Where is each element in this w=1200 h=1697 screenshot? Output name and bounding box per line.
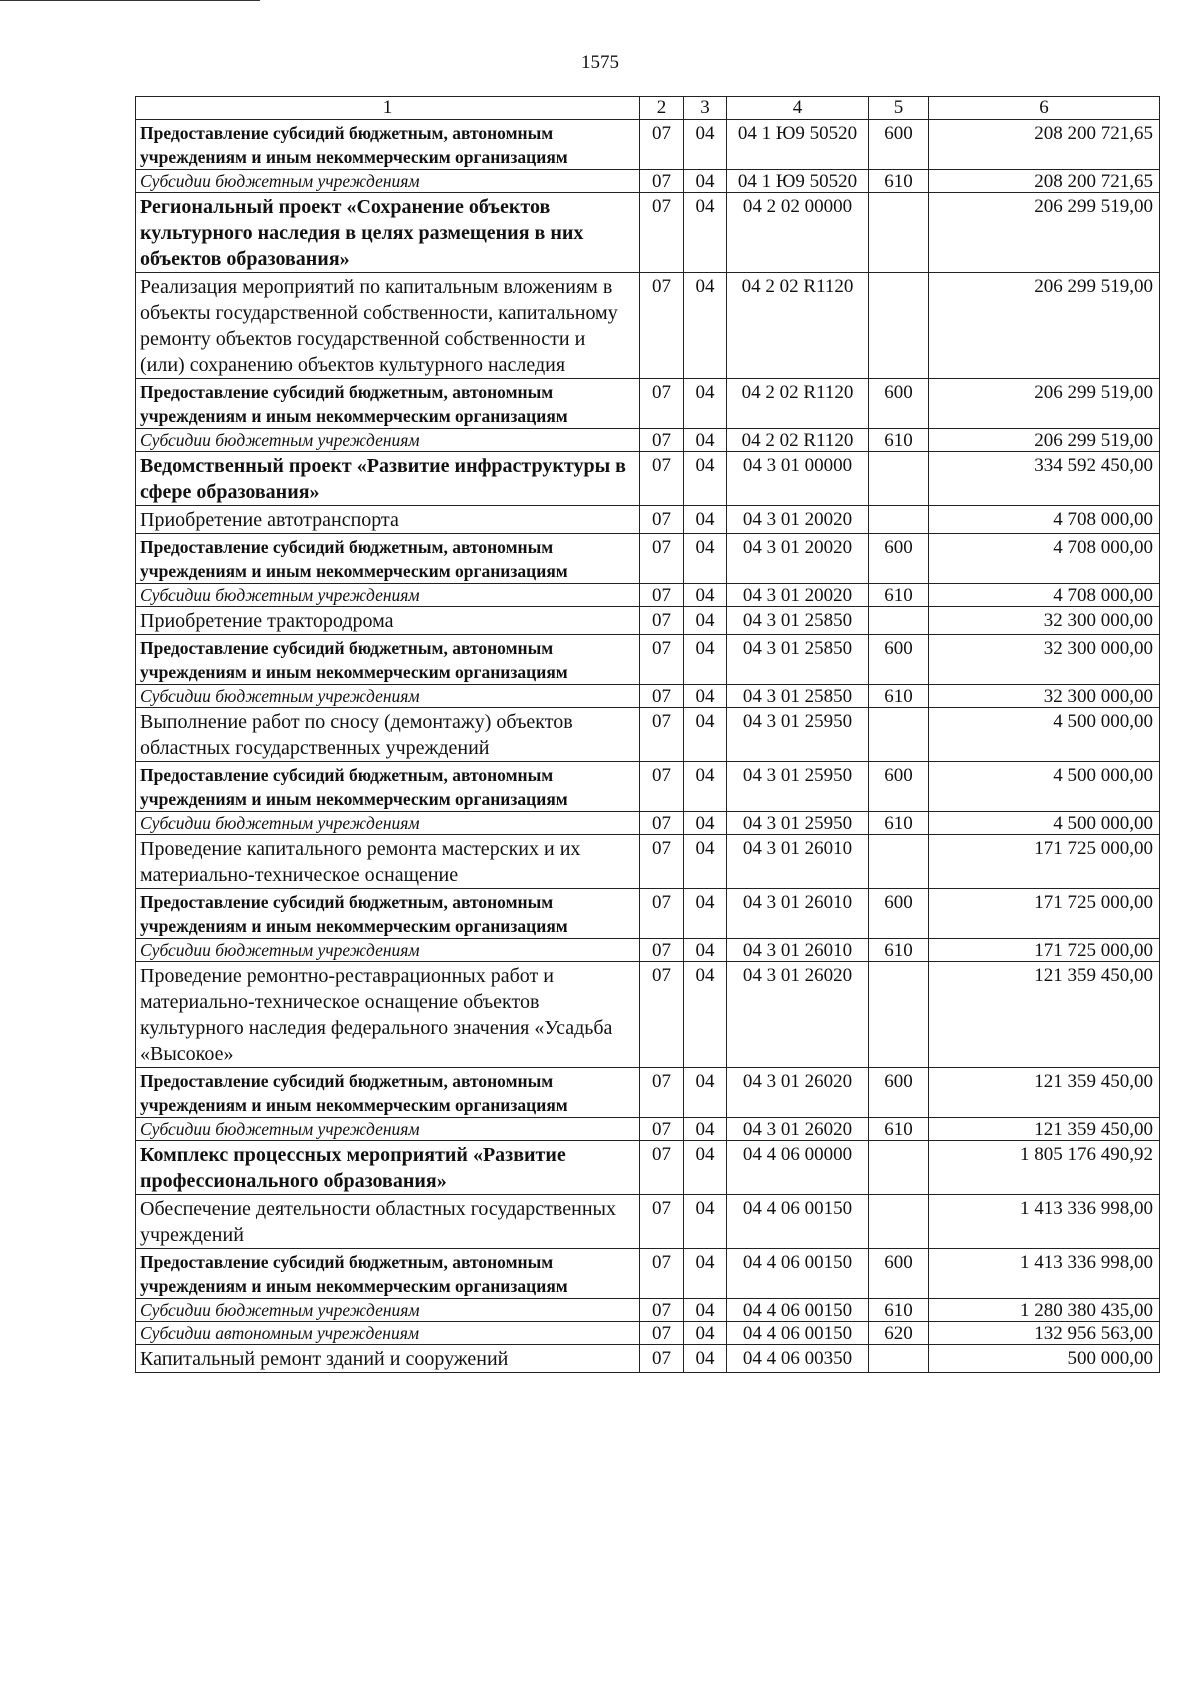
cell-name: Предоставление субсидий бюджетным, автономным учреждениям и иным некоммерческим организациям bbox=[136, 889, 640, 939]
table-row bbox=[136, 635, 1160, 685]
cell-amount: 500 000,00 bbox=[929, 1345, 1160, 1373]
cell-expense-type: 600 bbox=[869, 1068, 929, 1118]
cell-name: Ведомственный проект «Развитие инфраструктуры в сфере образования» bbox=[136, 452, 640, 506]
cell-code: 04 3 01 25950 bbox=[727, 762, 869, 812]
cell-amount: 4 708 000,00 bbox=[929, 534, 1160, 584]
cell-section: 07 bbox=[640, 1118, 684, 1141]
cell-section: 07 bbox=[640, 889, 684, 939]
cell-name: Предоставление субсидий бюджетным, автономным учреждениям и иным некоммерческим организациям bbox=[136, 379, 640, 429]
cell-name: Предоставление субсидий бюджетным, автономным учреждениям и иным некоммерческим организациям bbox=[136, 1068, 640, 1118]
cell-expense-type: 600 bbox=[869, 379, 929, 429]
table-row bbox=[136, 584, 1160, 607]
cell-section: 07 bbox=[640, 812, 684, 835]
cell-name: Предоставление субсидий бюджетным, автономным учреждениям и иным некоммерческим организациям bbox=[136, 120, 640, 170]
cell-amount: 4 708 000,00 bbox=[929, 506, 1160, 534]
cell-subsection: 04 bbox=[684, 1195, 727, 1249]
cell-expense-type bbox=[869, 607, 929, 635]
table-row bbox=[136, 120, 1160, 170]
cell-name: Обеспечение деятельности областных государственных учреждений bbox=[136, 1195, 640, 1249]
cell-subsection: 04 bbox=[684, 1118, 727, 1141]
cell-name: Капитальный ремонт зданий и сооружений bbox=[136, 1345, 640, 1373]
cell-expense-type bbox=[869, 835, 929, 889]
cell-section: 07 bbox=[640, 534, 684, 584]
cell-subsection: 04 bbox=[684, 506, 727, 534]
cell-expense-type: 610 bbox=[869, 812, 929, 835]
cell-amount: 171 725 000,00 bbox=[929, 889, 1160, 939]
cell-amount: 32 300 000,00 bbox=[929, 685, 1160, 708]
cell-code: 04 3 01 26010 bbox=[727, 889, 869, 939]
cell-name: Субсидии бюджетным учреждениям bbox=[136, 429, 640, 452]
header-cell-code: 4 bbox=[727, 97, 869, 120]
cell-expense-type bbox=[869, 273, 929, 379]
cell-expense-type: 600 bbox=[869, 889, 929, 939]
cell-amount: 121 359 450,00 bbox=[929, 962, 1160, 1068]
cell-code: 04 3 01 20020 bbox=[727, 584, 869, 607]
table-row bbox=[136, 1118, 1160, 1141]
cell-name: Субсидии автономным учреждениям bbox=[136, 1322, 640, 1345]
table-row bbox=[136, 607, 1160, 635]
header-cell-amount: 6 bbox=[929, 97, 1160, 120]
cell-code: 04 1 Ю9 50520 bbox=[727, 170, 869, 193]
cell-code: 04 4 06 00150 bbox=[727, 1195, 869, 1249]
header-cell-expense-type: 5 bbox=[869, 97, 929, 120]
cell-section: 07 bbox=[640, 584, 684, 607]
cell-expense-type: 620 bbox=[869, 1322, 929, 1345]
cell-subsection: 04 bbox=[684, 170, 727, 193]
cell-subsection: 04 bbox=[684, 273, 727, 379]
cell-section: 07 bbox=[640, 607, 684, 635]
cell-amount: 32 300 000,00 bbox=[929, 635, 1160, 685]
cell-name: Проведение капитального ремонта мастерских и их материально-техническое оснащение bbox=[136, 835, 640, 889]
cell-name: Субсидии бюджетным учреждениям bbox=[136, 685, 640, 708]
cell-code: 04 2 02 R1120 bbox=[727, 429, 869, 452]
cell-code: 04 1 Ю9 50520 bbox=[727, 120, 869, 170]
cell-section: 07 bbox=[640, 762, 684, 812]
cell-subsection: 04 bbox=[684, 812, 727, 835]
cell-name: Приобретение автотранспорта bbox=[136, 506, 640, 534]
cell-section: 07 bbox=[640, 1299, 684, 1322]
header-cell-section: 2 bbox=[640, 97, 684, 120]
cell-name: Предоставление субсидий бюджетным, автономным учреждениям и иным некоммерческим организациям bbox=[136, 1249, 640, 1299]
cell-amount: 1 280 380 435,00 bbox=[929, 1299, 1160, 1322]
cell-expense-type: 600 bbox=[869, 1249, 929, 1299]
table-row bbox=[136, 1322, 1160, 1345]
cell-name: Субсидии бюджетным учреждениям bbox=[136, 939, 640, 962]
cell-amount: 208 200 721,65 bbox=[929, 170, 1160, 193]
cell-subsection: 04 bbox=[684, 1068, 727, 1118]
cell-name: Реализация мероприятий по капитальным вложениям в объекты государственной собственности, капитальному ремонту объектов государственной собственности и (или) сохранению объектов культурного наследия bbox=[136, 273, 640, 379]
cell-section: 07 bbox=[640, 1068, 684, 1118]
cell-name: Субсидии бюджетным учреждениям bbox=[136, 584, 640, 607]
cell-expense-type: 600 bbox=[869, 635, 929, 685]
cell-amount: 4 500 000,00 bbox=[929, 708, 1160, 762]
cell-code: 04 3 01 25850 bbox=[727, 607, 869, 635]
cell-name: Субсидии бюджетным учреждениям bbox=[136, 812, 640, 835]
table-row bbox=[136, 1195, 1160, 1249]
header-cell-subsection: 3 bbox=[684, 97, 727, 120]
cell-section: 07 bbox=[640, 1195, 684, 1249]
cell-section: 07 bbox=[640, 452, 684, 506]
cell-amount: 132 956 563,00 bbox=[929, 1322, 1160, 1345]
cell-subsection: 04 bbox=[684, 939, 727, 962]
table-row bbox=[136, 170, 1160, 193]
cell-section: 07 bbox=[640, 379, 684, 429]
cell-subsection: 04 bbox=[684, 379, 727, 429]
table-body bbox=[136, 120, 1160, 1373]
cell-expense-type: 610 bbox=[869, 429, 929, 452]
cell-code: 04 3 01 25850 bbox=[727, 635, 869, 685]
cell-expense-type bbox=[869, 1141, 929, 1195]
table-row bbox=[136, 762, 1160, 812]
cell-section: 07 bbox=[640, 273, 684, 379]
cell-code: 04 3 01 20020 bbox=[727, 534, 869, 584]
cell-name: Субсидии бюджетным учреждениям bbox=[136, 170, 640, 193]
cell-subsection: 04 bbox=[684, 835, 727, 889]
cell-amount: 1 413 336 998,00 bbox=[929, 1249, 1160, 1299]
cell-expense-type bbox=[869, 506, 929, 534]
cell-section: 07 bbox=[640, 170, 684, 193]
cell-amount: 171 725 000,00 bbox=[929, 939, 1160, 962]
cell-section: 07 bbox=[640, 939, 684, 962]
budget-table bbox=[135, 96, 1160, 1373]
cell-subsection: 04 bbox=[684, 120, 727, 170]
cell-subsection: 04 bbox=[684, 708, 727, 762]
cell-code: 04 4 06 00150 bbox=[727, 1249, 869, 1299]
cell-expense-type bbox=[869, 452, 929, 506]
cell-section: 07 bbox=[640, 685, 684, 708]
table-row bbox=[136, 1299, 1160, 1322]
cell-amount: 1 805 176 490,92 bbox=[929, 1141, 1160, 1195]
table-row bbox=[136, 452, 1160, 506]
cell-name: Субсидии бюджетным учреждениям bbox=[136, 1299, 640, 1322]
cell-amount: 4 500 000,00 bbox=[929, 762, 1160, 812]
cell-expense-type bbox=[869, 193, 929, 273]
cell-section: 07 bbox=[640, 962, 684, 1068]
table-row bbox=[136, 939, 1160, 962]
cell-subsection: 04 bbox=[684, 534, 727, 584]
cell-expense-type: 610 bbox=[869, 584, 929, 607]
table-row bbox=[136, 506, 1160, 534]
table-row bbox=[136, 685, 1160, 708]
cell-subsection: 04 bbox=[684, 962, 727, 1068]
cell-subsection: 04 bbox=[684, 1345, 727, 1373]
cell-name: Субсидии бюджетным учреждениям bbox=[136, 1118, 640, 1141]
cell-code: 04 3 01 26020 bbox=[727, 1068, 869, 1118]
cell-amount: 4 500 000,00 bbox=[929, 812, 1160, 835]
cell-amount: 32 300 000,00 bbox=[929, 607, 1160, 635]
cell-subsection: 04 bbox=[684, 889, 727, 939]
cell-section: 07 bbox=[640, 120, 684, 170]
cell-expense-type: 610 bbox=[869, 685, 929, 708]
cell-code: 04 2 02 00000 bbox=[727, 193, 869, 273]
cell-section: 07 bbox=[640, 708, 684, 762]
cell-name: Выполнение работ по сносу (демонтажу) объектов областных государственных учреждений bbox=[136, 708, 640, 762]
cell-amount: 1 413 336 998,00 bbox=[929, 1195, 1160, 1249]
cell-name: Комплекс процессных мероприятий «Развитие профессионального образования» bbox=[136, 1141, 640, 1195]
cell-code: 04 4 06 00150 bbox=[727, 1322, 869, 1345]
cell-amount: 4 708 000,00 bbox=[929, 584, 1160, 607]
cell-expense-type: 600 bbox=[869, 762, 929, 812]
table-row bbox=[136, 534, 1160, 584]
cell-code: 04 3 01 26010 bbox=[727, 835, 869, 889]
cell-section: 07 bbox=[640, 835, 684, 889]
cell-code: 04 3 01 20020 bbox=[727, 506, 869, 534]
cell-amount: 206 299 519,00 bbox=[929, 273, 1160, 379]
cell-name: Проведение ремонтно-реставрационных работ и материально-техническое оснащение объектов культурного наследия федерального значения «Усадьба «Высокое» bbox=[136, 962, 640, 1068]
cell-section: 07 bbox=[640, 193, 684, 273]
cell-subsection: 04 bbox=[684, 1141, 727, 1195]
cell-code: 04 3 01 26020 bbox=[727, 1118, 869, 1141]
cell-subsection: 04 bbox=[684, 762, 727, 812]
cell-subsection: 04 bbox=[684, 584, 727, 607]
cell-name: Предоставление субсидий бюджетным, автономным учреждениям и иным некоммерческим организациям bbox=[136, 534, 640, 584]
cell-amount: 121 359 450,00 bbox=[929, 1068, 1160, 1118]
cell-expense-type bbox=[869, 1345, 929, 1373]
cell-code: 04 2 02 R1120 bbox=[727, 273, 869, 379]
cell-name: Приобретение трактородрома bbox=[136, 607, 640, 635]
cell-amount: 121 359 450,00 bbox=[929, 1118, 1160, 1141]
table-row bbox=[136, 708, 1160, 762]
cell-amount: 334 592 450,00 bbox=[929, 452, 1160, 506]
cell-code: 04 3 01 26010 bbox=[727, 939, 869, 962]
cell-expense-type bbox=[869, 708, 929, 762]
cell-amount: 206 299 519,00 bbox=[929, 429, 1160, 452]
cell-code: 04 3 01 26020 bbox=[727, 962, 869, 1068]
cell-subsection: 04 bbox=[684, 429, 727, 452]
cell-code: 04 3 01 25950 bbox=[727, 708, 869, 762]
table-row bbox=[136, 1068, 1160, 1118]
cell-code: 04 2 02 R1120 bbox=[727, 379, 869, 429]
cell-section: 07 bbox=[640, 1345, 684, 1373]
top-rule bbox=[0, 0, 260, 1]
table-row bbox=[136, 812, 1160, 835]
cell-subsection: 04 bbox=[684, 193, 727, 273]
cell-expense-type: 600 bbox=[869, 534, 929, 584]
cell-section: 07 bbox=[640, 1322, 684, 1345]
table-row bbox=[136, 429, 1160, 452]
table-row bbox=[136, 273, 1160, 379]
cell-expense-type: 610 bbox=[869, 939, 929, 962]
cell-subsection: 04 bbox=[684, 635, 727, 685]
cell-expense-type bbox=[869, 962, 929, 1068]
cell-code: 04 3 01 25950 bbox=[727, 812, 869, 835]
cell-section: 07 bbox=[640, 635, 684, 685]
cell-section: 07 bbox=[640, 429, 684, 452]
cell-expense-type: 600 bbox=[869, 120, 929, 170]
cell-subsection: 04 bbox=[684, 1322, 727, 1345]
cell-subsection: 04 bbox=[684, 1249, 727, 1299]
cell-amount: 171 725 000,00 bbox=[929, 835, 1160, 889]
header-row bbox=[136, 97, 1160, 120]
cell-subsection: 04 bbox=[684, 1299, 727, 1322]
table-row bbox=[136, 962, 1160, 1068]
cell-amount: 206 299 519,00 bbox=[929, 379, 1160, 429]
table-row bbox=[136, 1345, 1160, 1373]
cell-expense-type bbox=[869, 1195, 929, 1249]
cell-code: 04 3 01 25850 bbox=[727, 685, 869, 708]
cell-subsection: 04 bbox=[684, 452, 727, 506]
header-cell-name: 1 bbox=[136, 97, 640, 120]
cell-subsection: 04 bbox=[684, 685, 727, 708]
cell-expense-type: 610 bbox=[869, 170, 929, 193]
cell-code: 04 4 06 00150 bbox=[727, 1299, 869, 1322]
cell-code: 04 4 06 00000 bbox=[727, 1141, 869, 1195]
table-row bbox=[136, 835, 1160, 889]
cell-section: 07 bbox=[640, 1141, 684, 1195]
cell-amount: 208 200 721,65 bbox=[929, 120, 1160, 170]
cell-name: Предоставление субсидий бюджетным, автономным учреждениям и иным некоммерческим организациям bbox=[136, 762, 640, 812]
cell-code: 04 4 06 00350 bbox=[727, 1345, 869, 1373]
cell-name: Предоставление субсидий бюджетным, автономным учреждениям и иным некоммерческим организациям bbox=[136, 635, 640, 685]
cell-expense-type: 610 bbox=[869, 1299, 929, 1322]
cell-name: Региональный проект «Сохранение объектов культурного наследия в целях размещения в них объектов образования» bbox=[136, 193, 640, 273]
table-row bbox=[136, 889, 1160, 939]
cell-amount: 206 299 519,00 bbox=[929, 193, 1160, 273]
table-row bbox=[136, 1141, 1160, 1195]
cell-expense-type: 610 bbox=[869, 1118, 929, 1141]
page-number: 1575 bbox=[581, 52, 619, 73]
cell-section: 07 bbox=[640, 1249, 684, 1299]
cell-code: 04 3 01 00000 bbox=[727, 452, 869, 506]
table-row bbox=[136, 1249, 1160, 1299]
table-row bbox=[136, 379, 1160, 429]
cell-subsection: 04 bbox=[684, 607, 727, 635]
cell-section: 07 bbox=[640, 506, 684, 534]
table-row bbox=[136, 193, 1160, 273]
